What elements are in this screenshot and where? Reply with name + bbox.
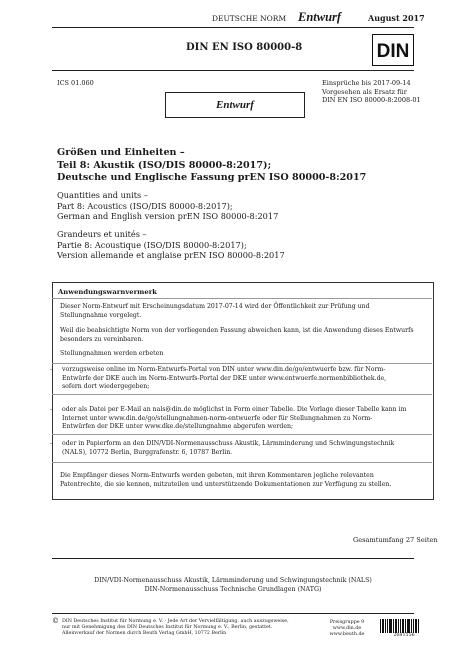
document-code: 2681556 <box>393 633 415 638</box>
text-line: oder als Datei per E-Mail an nals@din.de möglichst in Form einer Tabelle. Die Vorlage dieser Tabelle kann im <box>62 406 407 413</box>
status-label: Entwurf <box>298 10 342 24</box>
text-line: Entwürfen der DKE unter www.dke.de/stellungnahme abgerufen werden; <box>62 423 294 431</box>
standard-number: DIN EN ISO 80000-8 <box>186 42 303 53</box>
text-line: Weil die beabsichtigte Norm von der vorliegenden Fassung abweichen kann, ist die Anwendung dieses Entwurfs <box>60 327 414 334</box>
footer-line: Alleinverkauf der Normen durch Beuth Verlag GmbH, 10772 Berlin <box>62 631 227 637</box>
title-english-line: Quantities and units – <box>57 190 148 200</box>
list-divider <box>52 363 432 364</box>
beuth-website: www.beuth.de <box>329 632 365 638</box>
din-website: www.din.de <box>332 626 362 632</box>
notice-paragraph-2 <box>60 327 428 344</box>
text-line: vorzugsweise online im Norm-Entwurfs-Portal von DIN unter www.din.de/go/entwuerfe bzw. für Norm- <box>62 366 386 373</box>
din-logo <box>372 34 414 66</box>
din-logo-icon <box>376 40 410 60</box>
barcode-icon <box>380 619 428 633</box>
copyright-symbol: © <box>52 617 59 625</box>
list-divider <box>52 434 432 435</box>
list-dash: – <box>50 440 54 447</box>
notice-heading: Anwendungswarnvermerk <box>58 288 157 296</box>
publication-date: August 2017 <box>368 13 425 23</box>
title-english-line: German and English version prEN ISO 80000-8:2017 <box>57 211 279 222</box>
text-line: oder in Papierform an den DIN/VDI-Normenausschuss Akustik, Lärmminderung und Schwingungstechnik <box>62 440 395 447</box>
total-pages: Gesamtumfang 27 Seiten <box>353 536 438 544</box>
title-french-line: Partie 8: Acoustique (ISO/DIS 80000-8:2017); <box>57 239 247 250</box>
patent-notice <box>60 472 428 489</box>
committee-rule <box>52 558 414 559</box>
list-item-email <box>50 406 428 432</box>
text-line: Stellungnahme vorgelegt. <box>60 311 142 319</box>
objections-block <box>322 79 421 105</box>
draft-box: Entwurf <box>165 92 305 118</box>
committees <box>83 576 383 594</box>
replaced-standard: DIN EN ISO 80000-8:2008-01 <box>322 96 421 104</box>
comments-intro: Stellungnahmen werden erbeten <box>60 350 164 357</box>
title-german-line: Teil 8: Akustik (ISO/DIS 80000-8:2017); <box>57 159 272 171</box>
barcode-block <box>380 619 428 639</box>
list-divider <box>52 462 432 463</box>
din-logo-text: DIN <box>376 41 410 60</box>
title-rule <box>52 70 414 71</box>
text-line: Die Empfänger dieses Norm-Entwurfs werden gebeten, mit ihren Kommentaren jegliche relevanten <box>60 472 374 479</box>
text-line: Dieser Norm-Entwurf mit Erscheinungsdatum 2017-07-14 wird der Öffentlichkeit zur Prüfung und <box>60 303 370 310</box>
list-item-paper <box>50 440 428 457</box>
text-line: besonders zu vereinbaren. <box>60 335 144 343</box>
text-line: (NALS), 10772 Berlin, Burggrafenstr. 6, 10787 Berlin. <box>62 448 233 456</box>
price-block <box>322 620 372 639</box>
header-rule <box>52 27 414 28</box>
title-french <box>57 229 417 261</box>
copyright-notice <box>62 619 289 638</box>
notice-divider <box>52 298 432 299</box>
text-line: Patentrechte, die sie kennen, mitzuteilen und unterstützende Dokumentationen zur Verfügung zu stellen. <box>60 480 392 488</box>
notice-paragraph-1 <box>60 303 428 320</box>
title-french-line: Version allemande et anglaise prEN ISO 80000-8:2017 <box>57 250 285 261</box>
text-line: sofern dort wiedergegeben; <box>62 383 150 391</box>
list-dash: – <box>50 366 54 373</box>
price-group: Preisgruppe 9 <box>329 620 365 625</box>
list-divider <box>52 394 432 395</box>
ics-code: ICS 01.060 <box>57 79 94 87</box>
replacement-note: Vorgesehen als Ersatz für <box>322 87 407 96</box>
footer-line: DIN Deutsches Institut für Normung e. V. · Jede Art der Vervielfältigung, auch auszugsweise, <box>62 619 289 624</box>
text-line: Internet unter www.din.de/go/stellungnahmen-norm-entwuerfe oder für Stellungnahmen zu Norm- <box>62 414 373 422</box>
title-german-line: Größen und Einheiten – <box>57 147 185 158</box>
title-french-line: Grandeurs et unités – <box>57 229 147 239</box>
norm-type-label: DEUTSCHE NORM <box>212 14 287 23</box>
list-dash: – <box>50 406 54 413</box>
list-item-online-portal <box>50 366 428 392</box>
title-german-line: Deutsche und Englische Fassung prEN ISO 80000-8:2017 <box>57 172 367 183</box>
text-line: Entwürfe der DKE auch im Norm-Entwurfs-Portal der DKE unter www.entwuerfe.normenbibliothek.de, <box>62 374 387 382</box>
title-english <box>57 190 417 222</box>
title-german <box>57 147 437 185</box>
footer-rule <box>52 613 414 614</box>
committee-line: DIN-Normenausschuss Technische Grundlagen (NATG) <box>144 586 322 593</box>
footer-line: nur mit Genehmigung des DIN Deutsches Institut für Normung e. V., Berlin, gestattet. <box>62 625 273 631</box>
title-english-line: Part 8: Acoustics (ISO/DIS 80000-8:2017); <box>57 200 233 211</box>
committee-line: DIN/VDI-Normenausschuss Akustik, Lärmminderung und Schwingungstechnik (NALS) <box>94 577 372 584</box>
objections-deadline: Einsprüche bis 2017-09-14 <box>322 79 411 87</box>
